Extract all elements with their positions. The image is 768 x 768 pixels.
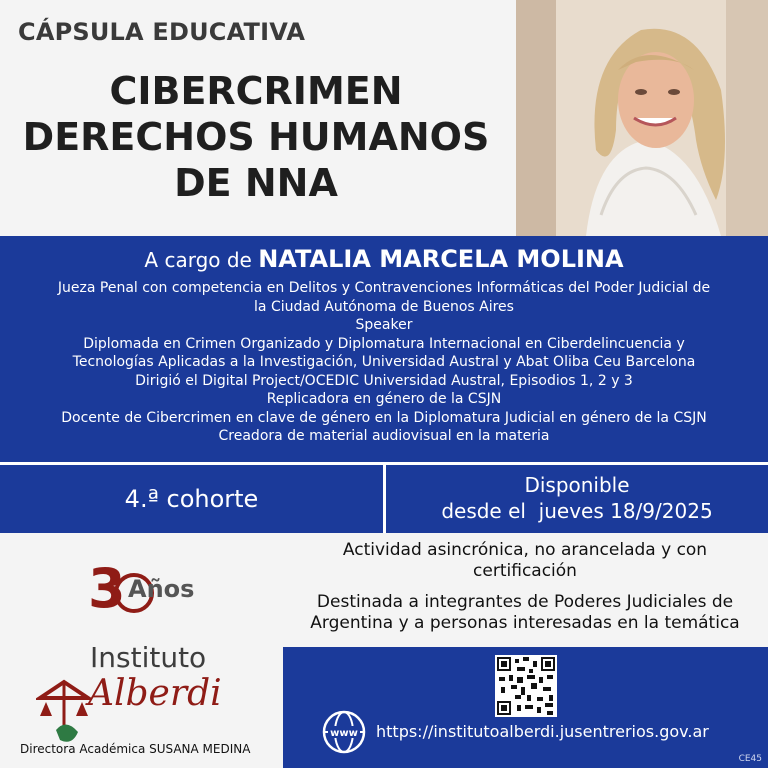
availability-line-2: desde el jueves 18/9/2025 [441,499,713,523]
header-section [0,0,768,236]
qr-code-image [495,655,557,717]
title-line-3: DE NNA [174,161,338,205]
bio-line: Docente de Cibercrimen en clave de género en la Diplomatura Judicial en género de la CSJN [61,409,707,426]
speaker-photo [516,0,768,236]
activity-details [290,540,760,644]
website-link[interactable]: https://institutoalberdi.jusentrerios.gov.ar [376,722,709,741]
piece-code: CE45 [738,754,762,764]
speaker-section [0,236,768,462]
title-line-2: DERECHOS HUMANOS [22,115,490,159]
byline-prefix: A cargo de [144,248,252,272]
audience-description: Destinada a integrantes de Poderes Judiciales de Argentina y a personas interesadas en la temática [310,592,740,633]
bio-line: Dirigió el Digital Project/OCEDIC Universidad Austral, Episodios 1, 2 y 3 [135,372,633,389]
cohort-label: 4.ª cohorte [0,465,383,533]
bio-line: Speaker [355,317,413,333]
speaker-byline [0,236,768,275]
page-title [0,68,512,206]
bio-line: la Ciudad Autónoma de Buenos Aires [254,298,514,315]
availability-line-1: Disponible [524,473,630,497]
globe-www-icon [322,710,366,754]
activity-description: Actividad asincrónica, no arancelada y con certificación [342,540,708,581]
anniversary-logo [88,557,208,621]
bio-line: Tecnologías Aplicadas a la Investigación, Universidad Austral y Abat Oliba Ceu Barcelona [72,354,696,370]
director-credit: Directora Académica SUSANA MEDINA [20,742,251,756]
anniversary-number: 3 [88,557,126,620]
institute-name-line-1: Instituto [90,641,207,674]
title-line-1: CIBERCRIMEN [109,69,403,113]
bio-line: Replicadora en género de la CSJN [266,391,502,407]
institute-name-line-2: Alberdi [88,673,222,714]
kicker-label: CÁPSULA EDUCATIVA [18,18,306,46]
bio-line: Diplomada en Crimen Organizado y Diplomatura Internacional en Ciberdelincuencia y [83,335,685,352]
branding-section [0,533,280,768]
globe-label: www [330,728,358,739]
speaker-bio [0,275,768,446]
speaker-name: NATALIA MARCELA MOLINA [258,245,624,273]
bio-line: Creadora de material audiovisual en la materia [218,428,550,444]
anniversary-suffix: Años [128,575,195,603]
qr-code[interactable] [495,655,557,717]
availability-box [386,465,768,533]
speaker-portrait-image [516,0,768,236]
bio-line: Jueza Penal con competencia en Delitos y Contravenciones Informáticas del Poder Judicial de [57,280,711,296]
institute-emblem-icon [36,668,92,748]
